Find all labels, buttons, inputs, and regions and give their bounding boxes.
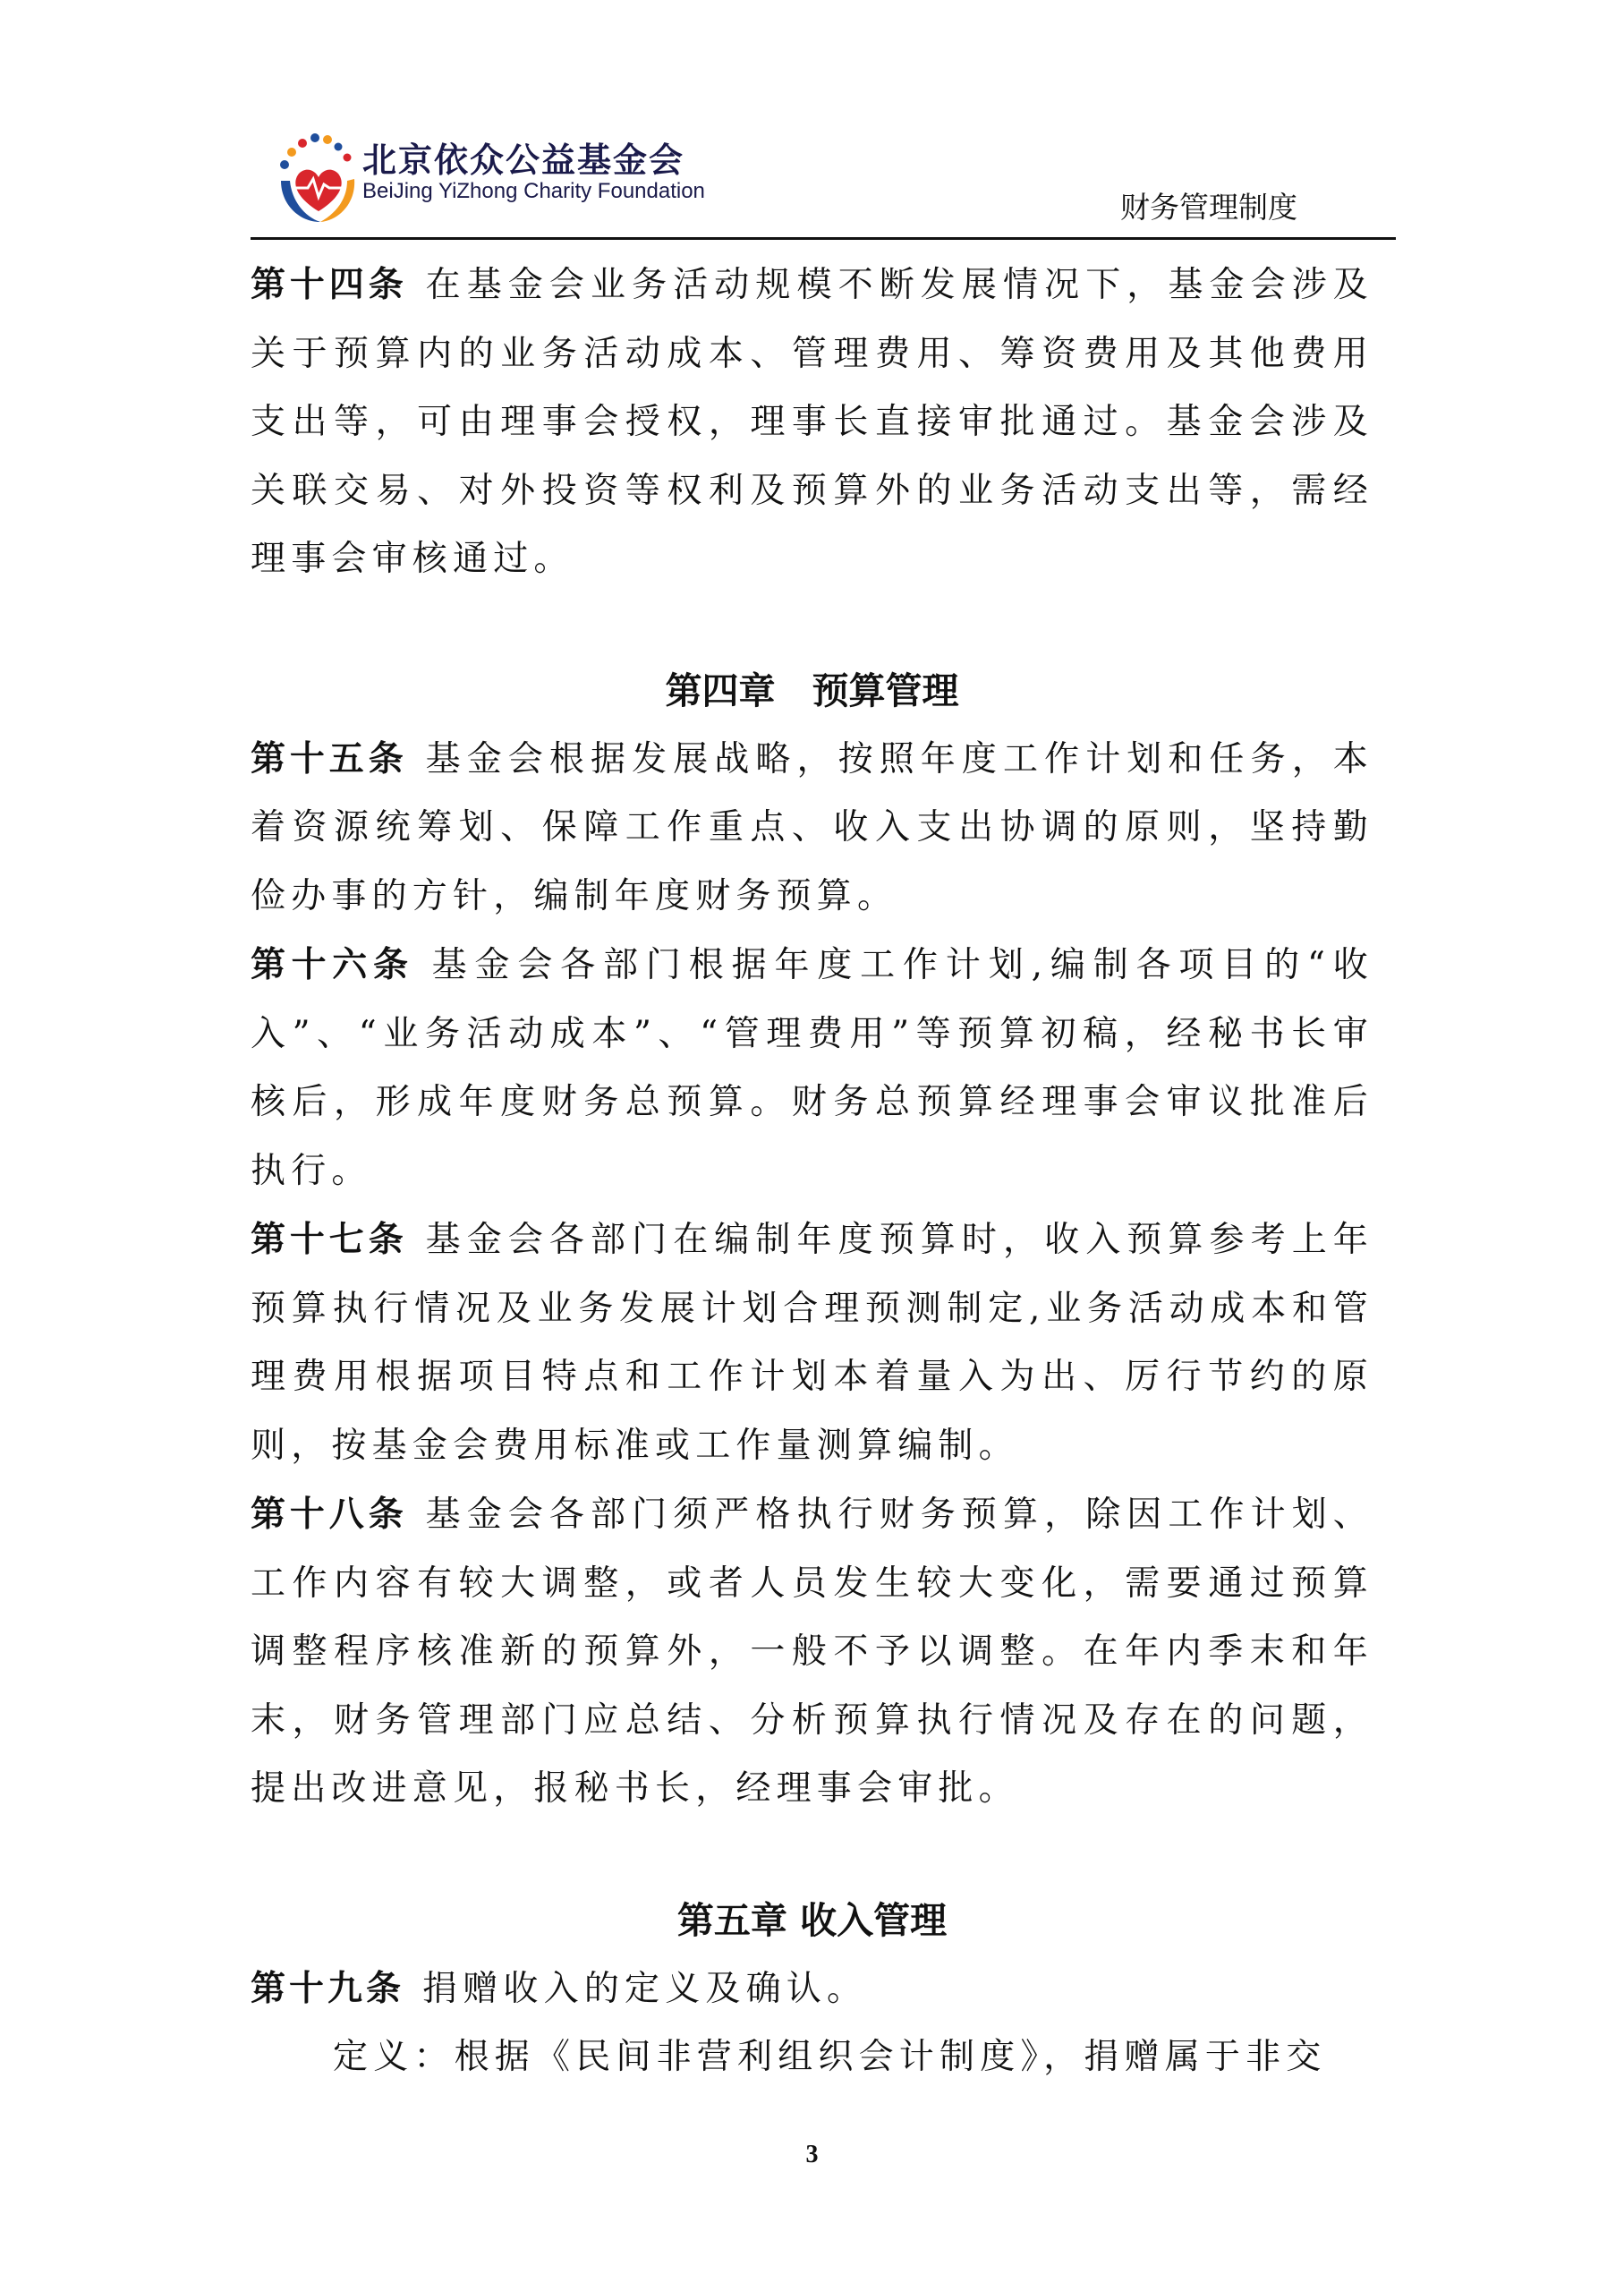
document-type: 财务管理制度 — [1120, 190, 1297, 225]
article-label: 第十七条 — [251, 1219, 408, 1260]
article-text: 基金会各部门根据年度工作计划,编制各项目的“收入”、“业务活动成本”、“管理费用”等预算初稿，经秘书长审核后，形成年度财务总预算。财务总预算经理事会审议批准后执行。 — [251, 945, 1373, 1191]
chapter-heading-4: 第四章 预算管理 — [665, 669, 959, 712]
spacer — [251, 1824, 1373, 1886]
article-label: 第十九条 — [251, 1967, 405, 2009]
article-17 — [251, 1205, 1373, 1480]
org-name-en: BeiJing YiZhong Charity Foundation — [362, 179, 705, 203]
article-text: 基金会各部门须严格执行财务预算，除因工作计划、工作内容有较大调整，或者人员发生较大变化，需要通过预算调整程序核准新的预算外，一般不予以调整。在年内季末和年末，财务管理部门应总结、分析预算执行情况及存在的问题，提出改进意见，报秘书长，经理事会审批。 — [251, 1495, 1373, 1809]
page-number: 3 — [805, 2141, 819, 2168]
header-rule — [251, 237, 1396, 240]
article-text: 基金会根据发展战略，按照年度工作计划和任务，本着资源统筹划、保障工作重点、收入支出协调的原则，坚持勤俭办事的方针，编制年度财务预算。 — [251, 738, 1373, 916]
chapter-heading-5: 第五章 收入管理 — [676, 1898, 948, 1942]
article-text: 捐赠收入的定义及确认。 — [422, 1968, 868, 2009]
article-text: 基金会各部门在编制年度预算时，收入预算参考上年预算执行情况及业务发展计划合理预测制定,业务活动成本和管理费用根据项目特点和工作计划本着量入为出、厉行节约的原则，按基金会费用标准或工作量测算编制。 — [251, 1220, 1373, 1466]
article-label: 第十四条 — [251, 264, 408, 305]
foundation-logo-icon — [268, 129, 367, 227]
article-label: 第十六条 — [251, 944, 414, 985]
article-text: 在基金会业务活动规模不断发展情况下，基金会涉及关于预算内的业务活动成本、管理费用、筹资费用及其他费用支出等，可由理事会授权，理事长直接审批通过。基金会涉及关联交易、对外投资等权利及预算外的业务活动支出等，需经理事会审核通过。 — [251, 265, 1373, 579]
article-19 — [251, 1955, 1373, 2024]
article-16 — [251, 931, 1373, 1205]
article-15 — [251, 725, 1373, 932]
org-name-cn: 北京依众公益基金会 — [362, 141, 685, 180]
spacer — [251, 594, 1373, 657]
document-body — [251, 251, 1373, 2092]
article-label: 第十八条 — [251, 1494, 408, 1535]
page-header — [251, 125, 1396, 242]
article-18 — [251, 1480, 1373, 1824]
article-label: 第十五条 — [251, 737, 408, 779]
article-14 — [251, 251, 1373, 594]
definition-paragraph: 定义：根据《民间非营利组织会计制度》，捐赠属于非交 — [333, 2037, 1327, 2077]
